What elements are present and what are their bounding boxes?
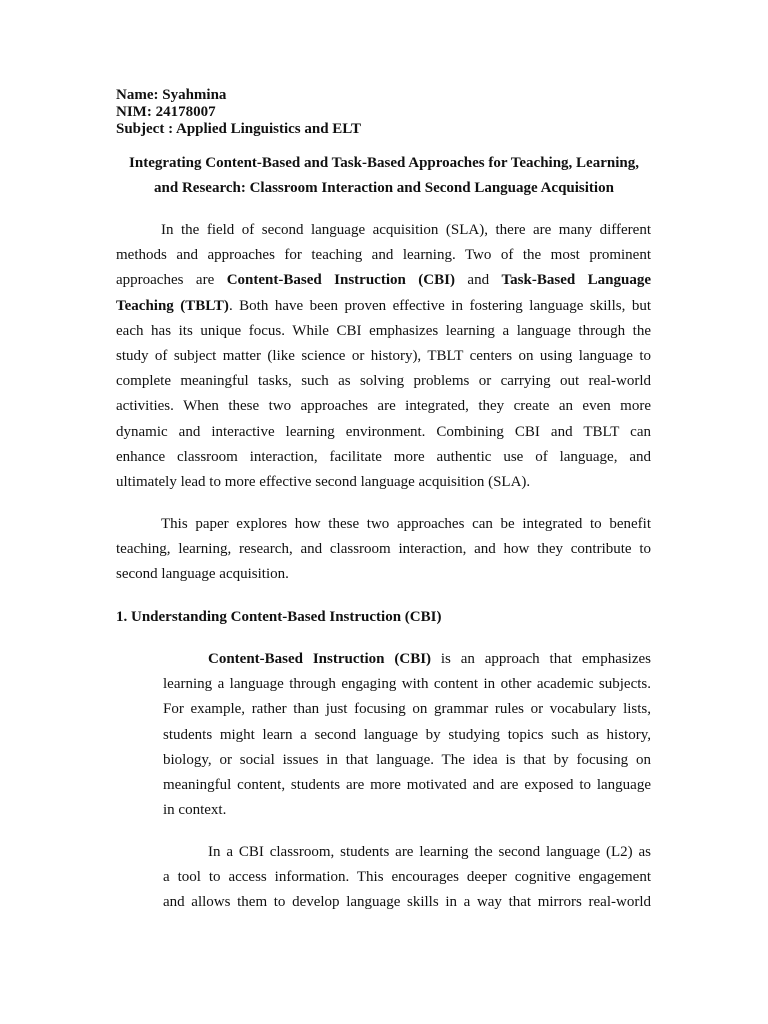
term-cbi: Content-Based Instruction (CBI) xyxy=(208,651,432,667)
text-line: study of subject matter (like science or history), TBLT centers on using language to xyxy=(116,348,651,365)
student-name: Name: Syahmina xyxy=(116,87,227,103)
student-nim: NIM: 24178007 xyxy=(116,104,216,120)
term-tblt-part-2: Teaching (TBLT) xyxy=(116,297,229,314)
text-line: In the field of second language acquisition (SLA), there are many different xyxy=(161,222,651,238)
student-info xyxy=(116,87,656,138)
text-run: . Both have been proven effective in fostering language skills, but xyxy=(228,297,651,314)
text-line: methods and approaches for teaching and learning. Two of the most prominent xyxy=(116,247,651,264)
section-heading: 1. Understanding Content-Based Instruction (CBI) xyxy=(116,609,442,625)
text-line: and allows them to develop language skills in a way that mirrors real-world xyxy=(163,894,651,911)
paper-title xyxy=(116,151,652,201)
text-line: enhance classroom interaction, facilitate more authentic use of language, and xyxy=(116,448,651,465)
text-line: second language acquisition. xyxy=(116,566,289,583)
purpose-paragraph xyxy=(116,512,651,588)
text-run: is an approach that emphasizes xyxy=(431,651,652,667)
term-cbi: Content-Based Instruction (CBI) xyxy=(226,272,455,289)
cbi-paragraph-2 xyxy=(163,840,651,916)
text-line: learning a language through engaging with content in other academic subjects. xyxy=(163,676,651,693)
paper-title-line-2: and Research: Classroom Interaction and Second Language Acquisition xyxy=(154,180,614,196)
cbi-paragraph-1 xyxy=(163,647,651,823)
course-subject: Subject : Applied Linguistics and ELT xyxy=(116,121,361,137)
text-line xyxy=(116,294,651,319)
text-run: and xyxy=(454,272,502,289)
text-line: complete meaningful tasks, such as solving problems or carrying out real-world xyxy=(116,373,651,390)
text-line: ultimately lead to more effective second language acquisition (SLA). xyxy=(116,474,531,491)
text-line: activities. When these two approaches are integrated, they create an even more xyxy=(116,398,651,415)
text-line: biology, or social issues in that language. The idea is that by focusing on xyxy=(163,751,651,768)
text-line xyxy=(163,647,651,672)
text-line: in context. xyxy=(163,802,227,819)
text-line: a tool to access information. This encourages deeper cognitive engagement xyxy=(163,869,651,886)
text-line: For example, rather than just focusing on grammar rules or vocabulary lists, xyxy=(163,701,651,718)
text-line: meaningful content, students are more motivated and are exposed to language xyxy=(163,777,651,794)
text-line: This paper explores how these two approaches can be integrated to benefit xyxy=(161,516,651,532)
text-line: teaching, learning, research, and classroom interaction, and how they contribute to xyxy=(116,541,651,558)
term-tblt-part-1: Task-Based Language xyxy=(501,272,651,289)
text-line xyxy=(116,268,651,293)
text-line: students might learn a second language by studying topics such as history, xyxy=(163,726,651,743)
text-line: each has its unique focus. While CBI emphasizes learning a language through the xyxy=(116,322,651,339)
text-line: In a CBI classroom, students are learning the second language (L2) as xyxy=(208,844,651,860)
paper-title-line-1: Integrating Content-Based and Task-Based Approaches for Teaching, Learning, xyxy=(129,155,639,171)
text-run: approaches are xyxy=(116,272,227,289)
text-line: dynamic and interactive learning environment. Combining CBI and TBLT can xyxy=(116,423,651,440)
intro-paragraph xyxy=(116,218,651,495)
